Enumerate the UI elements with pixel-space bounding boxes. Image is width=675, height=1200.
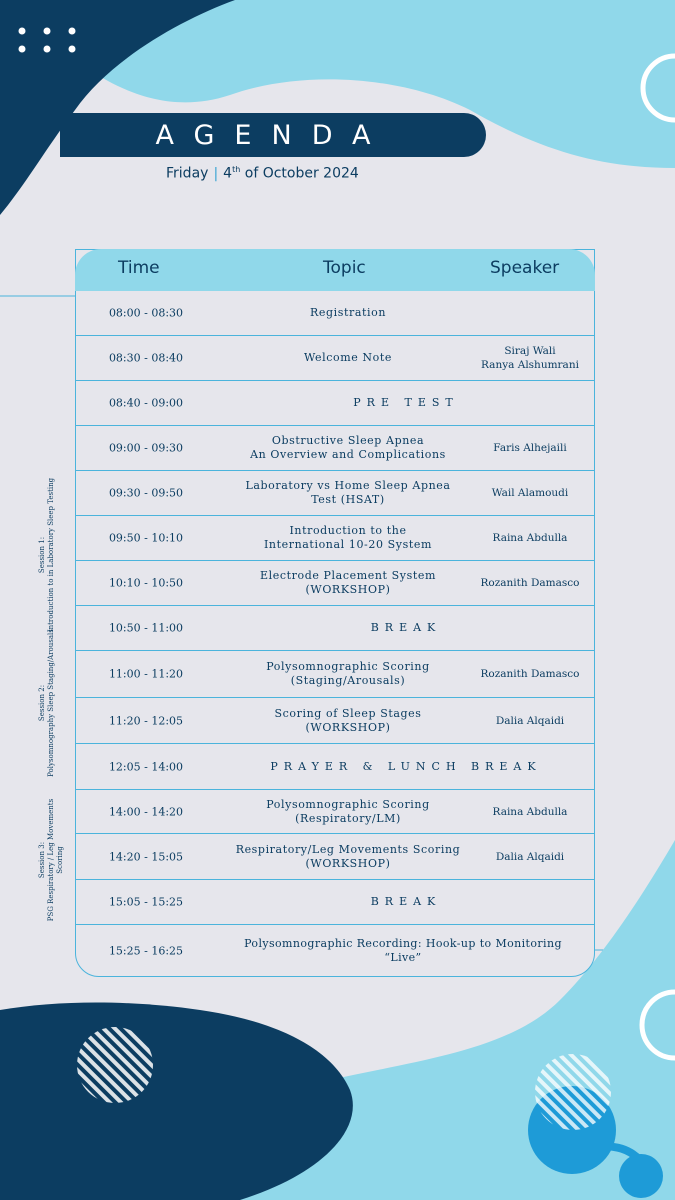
table-row [75, 925, 595, 977]
table-row [75, 744, 595, 790]
row-time: 11:00 - 11:20 [108, 667, 184, 681]
date-month-year: of October 2024 [244, 165, 359, 182]
row-topic: Respiratory/Leg Movements Scoring (WORKSHOP) [235, 842, 461, 870]
row-time: 10:50 - 11:00 [108, 621, 184, 635]
row-time: 15:05 - 15:25 [108, 895, 184, 909]
table-row [75, 516, 595, 561]
table-row [75, 880, 595, 925]
table-row [75, 698, 595, 744]
session-label-1: Session 1: Introduction to in Laboratory Sleep Testing [38, 477, 55, 633]
row-speaker: Faris Alhejaili [493, 442, 567, 454]
row-time: 12:05 - 14:00 [108, 760, 184, 773]
row-topic: Polysomnographic Recording: Hook-up to Monitoring “Live” [244, 937, 562, 964]
row-topic: Laboratory vs Home Sleep Apnea Test (HSAT) [245, 479, 451, 506]
session-label-3: Session 3: PSG Respiratory / Leg Movements Scoring [38, 798, 64, 922]
row-topic: Polysomnographic Scoring (Respiratory/LM) [266, 797, 430, 825]
row-topic: Introduction to the International 10-20 System [263, 524, 433, 551]
column-header-topic: Topic [323, 258, 366, 278]
row-speaker: Siraj Wali Ranya Alshumrani [481, 345, 579, 371]
date-separator: | [213, 165, 219, 182]
table-row [75, 471, 595, 516]
row-topic: PRAYER & LUNCH BREAK [270, 759, 542, 773]
table-row [75, 381, 595, 426]
row-speaker: Rozanith Damasco [480, 668, 580, 680]
page-title: AGENDA [155, 120, 391, 151]
row-time: 09:30 - 09:50 [108, 486, 184, 500]
date-ordinal-suffix: th [232, 165, 241, 174]
column-header-time: Time [118, 258, 160, 278]
row-time: 09:00 - 09:30 [108, 441, 184, 455]
session-label-2: Session 2: Polysomnography Sleep Staging/Arousals [38, 629, 55, 777]
row-time: 09:50 - 10:10 [108, 531, 184, 545]
row-speaker: Wail Alamoudi [491, 487, 569, 499]
row-speaker: Dalia Alqaidi [495, 850, 565, 863]
event-date [166, 165, 359, 187]
row-topic: Scoring of Sleep Stages (WORKSHOP) [274, 706, 422, 734]
row-topic: BREAK [370, 895, 442, 908]
table-row [75, 426, 595, 471]
row-topic: Registration [309, 306, 387, 319]
date-day-name: Friday [166, 165, 209, 182]
row-time: 15:25 - 16:25 [108, 944, 184, 958]
row-topic: PRE TEST [353, 396, 459, 409]
row-time: 14:20 - 15:05 [108, 850, 184, 863]
row-speaker: Raina Abdulla [492, 532, 568, 544]
table-row [75, 561, 595, 606]
table-row [75, 336, 595, 381]
row-time: 10:10 - 10:50 [108, 576, 184, 590]
row-speaker: Rozanith Damasco [480, 577, 580, 589]
row-time: 08:30 - 08:40 [108, 351, 184, 365]
table-row [75, 606, 595, 651]
table-row [75, 651, 595, 698]
row-speaker: Dalia Alqaidi [495, 714, 565, 727]
row-topic: Welcome Note [303, 351, 393, 364]
row-time: 08:40 - 09:00 [108, 396, 184, 410]
row-topic: Polysomnographic Scoring (Staging/Arousals) [266, 660, 430, 687]
row-topic: Obstructive Sleep Apnea An Overview and Complications [250, 434, 446, 461]
table-row [75, 790, 595, 834]
column-header-speaker: Speaker [490, 258, 560, 278]
row-speaker: Raina Abdulla [492, 805, 568, 818]
row-time: 08:00 - 08:30 [108, 306, 184, 320]
row-time: 14:00 - 14:20 [108, 805, 184, 818]
row-topic: BREAK [370, 621, 442, 634]
table-row [75, 834, 595, 880]
row-topic: Electrode Placement System (WORKSHOP) [259, 569, 436, 596]
row-time: 11:20 - 12:05 [108, 714, 184, 727]
date-day-number: 4 [223, 165, 233, 182]
table-row [75, 291, 595, 336]
